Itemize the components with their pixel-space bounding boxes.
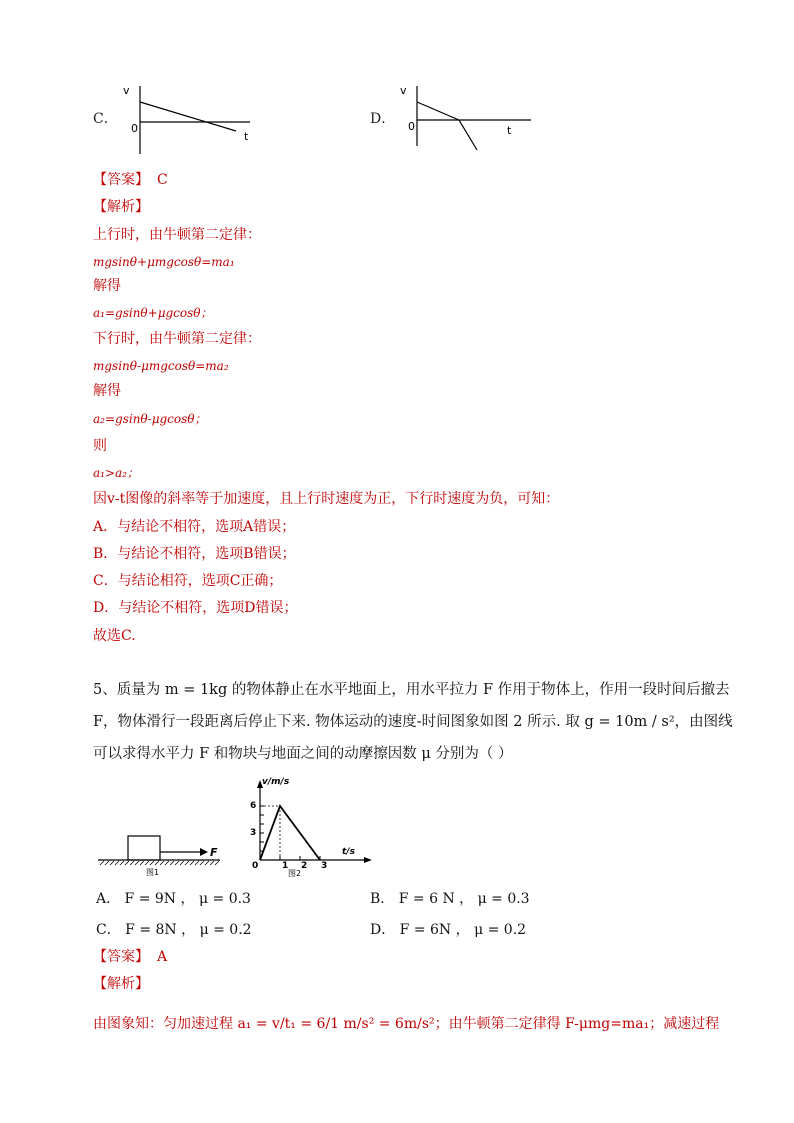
- figure-2-xlabel: t/s: [342, 847, 355, 857]
- figure-2-ylabel: v/m/s: [262, 777, 290, 787]
- c-line: [140, 102, 236, 131]
- figure-2-ytick-3: 3: [250, 828, 257, 838]
- analysis-2-tag: 【解析】: [93, 976, 149, 992]
- option-5-a: A． F = 9N ， μ = 0.3: [96, 891, 251, 907]
- figure-1-caption: 图1: [146, 868, 160, 877]
- analysis-line: 故选C.: [93, 628, 136, 644]
- analysis-line: 因v-t图像的斜率等于加速度，且上行时速度为正，下行时速度为负，可知：: [93, 491, 560, 507]
- figure-2-xtick-2: 2: [301, 861, 308, 871]
- d-line-up: [417, 102, 459, 120]
- option-c-label: C．: [93, 111, 118, 127]
- analysis-line: mgsinθ-μmgcosθ=ma₂: [93, 359, 229, 373]
- c-origin: 0: [131, 122, 138, 135]
- answer-2: [93, 947, 167, 967]
- d-axis-t: t: [507, 124, 512, 137]
- analysis-line: a₂=gsinθ-μgcosθ；: [93, 412, 207, 426]
- analysis-line: 解得: [93, 278, 121, 294]
- figure-2-xtick-3: 3: [321, 861, 328, 871]
- answer-1-value: C: [157, 172, 168, 188]
- figure-1-block: [128, 836, 160, 860]
- analysis-line: 则: [93, 438, 107, 454]
- figure-1-hatch: [100, 861, 219, 865]
- question-5-line-3: 可以求得水平力 F 和物块与地面之间的动摩擦因数 μ 分别为（ ）: [93, 746, 513, 762]
- option-d-label: D．: [370, 111, 396, 127]
- analysis-line: a₁=gsinθ+μgcosθ；: [93, 306, 213, 320]
- analysis-line: a₁>a₂；: [93, 466, 139, 480]
- d-line-down: [459, 120, 477, 150]
- figure-2-xtick-1: 1: [282, 861, 289, 871]
- analysis-1-tag: 【解析】: [93, 199, 149, 215]
- option-5-c: C． F = 8N ， μ = 0.2: [96, 922, 252, 938]
- figure-1: [96, 828, 226, 878]
- analysis-line: D．与结论不相符，选项D错误；: [93, 600, 298, 616]
- question-5-line-1: 5、质量为 m = 1kg 的物体静止在水平地面上，用水平拉力 F 作用于物体上，作用一段时间后撤去: [93, 682, 730, 698]
- answer-2-value: A: [157, 949, 168, 965]
- answer-2-tag: 【答案】: [93, 949, 149, 965]
- figure-2: [246, 774, 376, 878]
- d-origin: 0: [408, 120, 415, 133]
- option-5-b: B． F = 6 N ， μ = 0.3: [370, 891, 530, 907]
- c-axis-t: t: [244, 130, 249, 143]
- analysis-line: 解得: [93, 383, 121, 399]
- analysis-line: B．与结论不相符，选项B错误；: [93, 546, 296, 562]
- answer-1: [93, 170, 168, 190]
- figure-1-force-label: F: [210, 846, 218, 859]
- answer-1-tag: 【答案】: [93, 172, 149, 188]
- analysis-line: A．与结论不相符，选项A错误；: [93, 519, 296, 535]
- analysis-2-line: 由图象知：匀加速过程 a₁ = v/t₁ = 6/1 m/s² = 6m/s²；由牛顿第二定律得 F-μmg=ma₁；减速过程: [93, 1016, 720, 1032]
- analysis-line: 上行时，由牛顿第二定律：: [93, 227, 261, 243]
- option-d-graph: [397, 82, 537, 156]
- option-c-graph: [118, 82, 258, 156]
- figure-2-origin: 0: [252, 861, 259, 871]
- question-5-line-2: F，物体滑行一段距离后停止下来. 物体运动的速度-时间图象如图 2 所示. 取 g = 10m / s²，由图线: [93, 714, 733, 730]
- figure-1-arrowhead: [200, 848, 208, 856]
- figure-2-x-arrowhead: [364, 857, 372, 863]
- d-axis-v: v: [400, 84, 407, 97]
- figure-2-caption: 图2: [288, 869, 302, 878]
- analysis-line: C．与结论相符，选项C正确；: [93, 573, 283, 589]
- figure-2-ytick-6: 6: [250, 801, 257, 811]
- c-axis-v: v: [123, 84, 130, 97]
- analysis-line: mgsinθ+μmgcosθ=ma₁: [93, 255, 235, 269]
- figure-2-ticks: [260, 806, 320, 860]
- analysis-line: 下行时，由牛顿第二定律：: [93, 331, 261, 347]
- figure-2-vt-line: [260, 806, 320, 860]
- option-5-d: D． F = 6N ， μ = 0.2: [370, 922, 527, 938]
